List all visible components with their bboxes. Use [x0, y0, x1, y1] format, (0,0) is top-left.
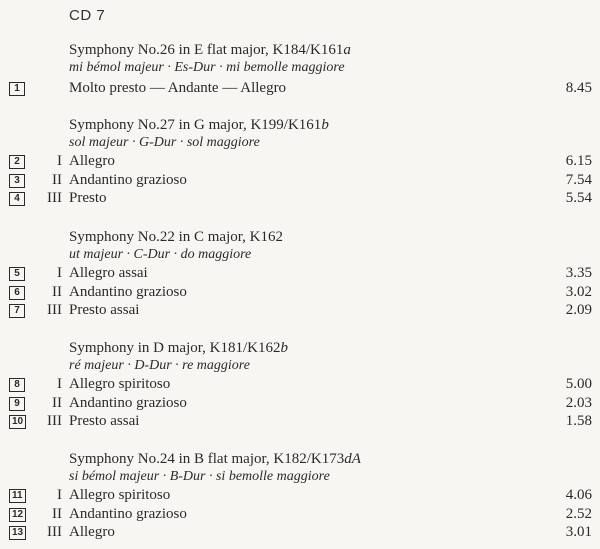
track-number-box: 11 [9, 489, 26, 503]
movement-title: Presto assai [69, 302, 140, 318]
movement-title: Presto [69, 190, 107, 206]
movement-numeral: I [57, 153, 62, 169]
movement-title: Molto presto — Andante — Allegro [69, 80, 287, 96]
movement-numeral: II [52, 284, 62, 300]
movement-numeral: III [47, 524, 62, 540]
movement-title: Allegro spiritoso [69, 487, 171, 503]
movement-title: Andantino grazioso [69, 506, 187, 522]
track-number-box: 13 [9, 526, 26, 540]
track-number-box: 7 [9, 304, 25, 318]
track-duration: 6.15 [565, 153, 592, 169]
movement-numeral: III [47, 413, 62, 429]
track-duration: 3.01 [565, 524, 592, 540]
movement-numeral: II [52, 172, 62, 188]
work-title: Symphony No.26 in E flat major, K184/K161a [69, 42, 351, 58]
track-duration: 3.35 [565, 265, 592, 281]
movement-title: Andantino grazioso [69, 172, 187, 188]
track-duration: 2.52 [565, 506, 592, 522]
movement-numeral: III [47, 302, 62, 318]
track-row[interactable] [0, 376, 600, 395]
movement-numeral: II [52, 506, 62, 522]
track-duration: 8.45 [565, 80, 592, 96]
track-row[interactable] [0, 172, 600, 191]
track-row[interactable] [0, 524, 600, 543]
track-duration: 1.58 [565, 413, 592, 429]
track-row[interactable] [0, 395, 600, 414]
track-duration: 2.03 [565, 395, 592, 411]
work-title: Symphony No.22 in C major, K162 [69, 229, 283, 245]
track-duration: 5.54 [565, 190, 592, 206]
track-number-box: 4 [9, 192, 25, 206]
track-duration: 7.54 [565, 172, 592, 188]
track-duration: 3.02 [565, 284, 592, 300]
work-subtitle: ut majeur · C-Dur · do maggiore [69, 247, 252, 262]
movement-title: Andantino grazioso [69, 395, 187, 411]
track-row[interactable] [0, 190, 600, 209]
track-number-box: 8 [9, 378, 25, 392]
work-subtitle: si bémol majeur · B-Dur · si bemolle maggiore [69, 469, 330, 484]
movement-numeral: I [57, 376, 62, 392]
movement-title: Allegro [69, 153, 115, 169]
track-row[interactable] [0, 413, 600, 432]
track-number-box: 10 [9, 415, 26, 429]
track-duration: 2.09 [565, 302, 592, 318]
track-number-box: 5 [9, 267, 25, 281]
track-row[interactable] [0, 302, 600, 321]
movement-numeral: I [57, 487, 62, 503]
work-title: Symphony in D major, K181/K162b [69, 340, 288, 356]
movement-numeral: III [47, 190, 62, 206]
track-duration: 5.00 [565, 376, 592, 392]
track-number-box: 1 [9, 82, 25, 96]
work-title: Symphony No.24 in B flat major, K182/K173dA [69, 451, 361, 467]
track-number-box: 9 [9, 397, 25, 411]
cd-header: CD 7 [69, 7, 106, 24]
track-number-box: 2 [9, 155, 25, 169]
work-subtitle: ré majeur · D-Dur · re maggiore [69, 358, 250, 373]
track-duration: 4.06 [565, 487, 592, 503]
movement-title: Allegro assai [69, 265, 148, 281]
track-row[interactable] [0, 80, 600, 99]
track-number-box: 12 [9, 508, 26, 522]
movement-title: Allegro spiritoso [69, 376, 171, 392]
track-number-box: 3 [9, 174, 25, 188]
work-subtitle: sol majeur · G-Dur · sol maggiore [69, 135, 260, 150]
work-subtitle: mi bémol majeur · Es-Dur · mi bemolle maggiore [69, 60, 345, 75]
track-row[interactable] [0, 487, 600, 506]
movement-numeral: II [52, 395, 62, 411]
track-row[interactable] [0, 153, 600, 172]
movement-title: Andantino grazioso [69, 284, 187, 300]
track-number-box: 6 [9, 286, 25, 300]
work-title: Symphony No.27 in G major, K199/K161b [69, 117, 329, 133]
track-row[interactable] [0, 265, 600, 284]
movement-title: Allegro [69, 524, 115, 540]
track-row[interactable] [0, 506, 600, 525]
movement-title: Presto assai [69, 413, 140, 429]
track-row[interactable] [0, 284, 600, 303]
movement-numeral: I [57, 265, 62, 281]
